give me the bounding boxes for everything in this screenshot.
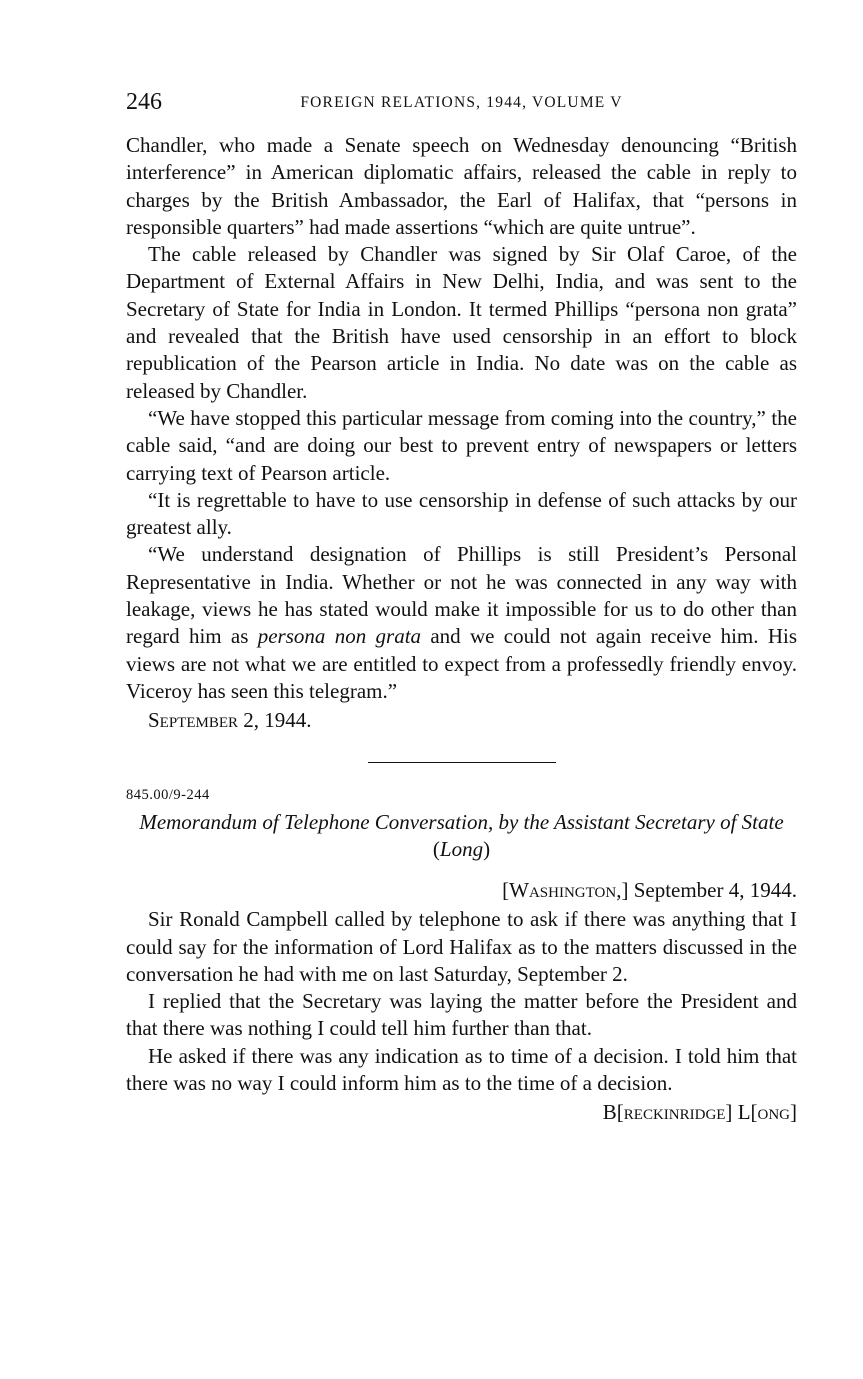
- text-run: “We understand designation of Phillips is still President’s Personal Representative in India. Whether or not he was connected in any way with leakage, views he has stated would make it impossible for us to do other than regard him as: [126, 542, 797, 649]
- signature-initial: B: [602, 1100, 617, 1125]
- paragraph: The cable released by Chandler was signed by Sir Olaf Caroe, of the Department of External Affairs in New Delhi, India, and was sent to the Secretary of State for India in London. It termed Phillips “persona non grata” and revealed that the British have used censorship in an effort to block republication of the Pearson article in India. No date was on the cable as released by Chandler.: [126, 242, 797, 403]
- text-run: and we could not again receive him. His views are not what we are entitled to expect from a professedly friendly envoy. Viceroy has seen this telegram.”: [126, 624, 797, 703]
- document-page: [126, 88, 797, 1126]
- title-paren: (: [432, 837, 440, 862]
- running-head: FOREIGN RELATIONS, 1944, VOLUME V: [300, 94, 623, 111]
- title-paren: ): [483, 837, 491, 862]
- title-text: Memorandum of Telephone Conversation, by the Assistant Secretary of State: [139, 810, 784, 835]
- page-header: [126, 88, 797, 118]
- dateline: [126, 877, 797, 904]
- dateline-place: [Washington,]: [502, 878, 629, 903]
- paragraph: “We have stopped this particular message from coming into the country,” the cable said, “and are doing our best to prevent entry of newspapers or letters carrying text of Pearson article.: [126, 405, 797, 485]
- title-name: Long: [439, 837, 484, 862]
- quoted-newspaper-text: [126, 132, 797, 705]
- signature-expansion: [ong]: [750, 1100, 797, 1125]
- page-number: 246: [126, 89, 162, 115]
- paragraph: [126, 541, 797, 705]
- italic-phrase: persona non grata: [257, 624, 422, 649]
- file-number: 845.00/9-244: [126, 787, 210, 804]
- paragraph: I replied that the Secretary was laying the matter before the President and that there was nothing I could tell him further than that.: [126, 989, 797, 1041]
- paragraph: Sir Ronald Campbell called by telephone to ask if there was anything that I could say for the information of Lord Halifax as to the matters discussed in the conversation he had with me on last Saturday, September 2.: [126, 907, 797, 986]
- date-month: September: [148, 708, 239, 733]
- paragraph: “It is regrettable to have to use censorship in defense of such attacks by our greatest ally.: [126, 487, 797, 540]
- date-rest: 2, 1944.: [238, 708, 312, 733]
- paragraph: He asked if there was any indication as to time of a decision. I told him that there was no way I could inform him as to the time of a decision.: [126, 1043, 797, 1096]
- dateline-date: September 4, 1944.: [628, 878, 797, 903]
- document-title: [126, 809, 797, 863]
- memorandum-body: [126, 906, 797, 1097]
- closing-date: [126, 707, 797, 734]
- signature-expansion: [reckinridge]: [616, 1100, 733, 1125]
- paragraph: Chandler, who made a Senate speech on Wednesday denouncing “British interference” in American diplomatic affairs, released the cable in reply to charges by the British Ambassador, the Earl of Halifax, that “persons in responsible quarters” had made assertions “which are quite untrue”.: [126, 133, 797, 239]
- signature-initial: L: [732, 1100, 751, 1125]
- section-divider: [368, 762, 556, 763]
- signature: [126, 1099, 797, 1126]
